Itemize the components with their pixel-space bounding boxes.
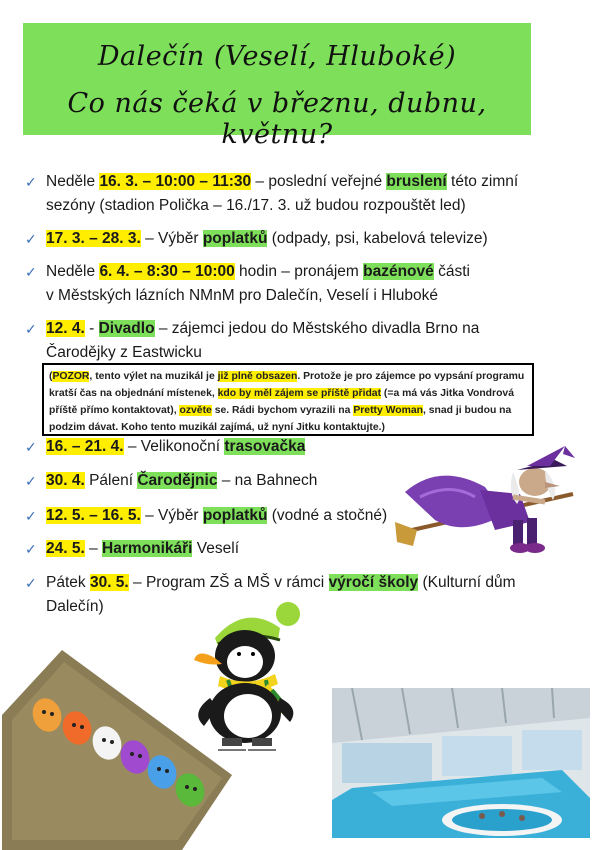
- event-date: 30. 4.: [46, 472, 85, 489]
- checkmark-icon: ✓: [25, 473, 37, 489]
- header-banner: [23, 23, 531, 150]
- checkmark-icon: ✓: [25, 575, 37, 591]
- event-date: 12. 5. – 16. 5.: [46, 507, 141, 524]
- witch-illustration: [395, 442, 580, 560]
- event-date: 16. – 21. 4.: [46, 438, 124, 455]
- event-highlight: trasovačka: [224, 438, 306, 455]
- event-text: Neděle 6. 4. – 8:30 – 10:00 hodin – pronájem bazénové části v Městských lázních NMnM pro Dalečín, Veselí i Hluboké: [46, 263, 470, 304]
- event-text: 16. – 21. 4. – Velikonoční trasovačka: [46, 438, 306, 455]
- event-text: 30. 4. Pálení Čarodějnic – na Bahnech: [46, 472, 318, 489]
- event-text: Neděle 16. 3. – 10:00 – 11:30 – poslední veřejné bruslení této zimní sezóny (stadion Polička – 16./17. 3. už budou rozpouštět led): [46, 173, 519, 214]
- checkmark-icon: ✓: [25, 264, 37, 280]
- note-box: (POZOR, tento výlet na muzikál je již plně obsazen. Protože je pro zájemce po vypsání programu kratší čas na objednání místenek, kdo by měl zájem se příště přidat (=a má vás Jitka Vondrová příště přímo kontaktovat), ozvěte se. Rádi bychom vyrazili na Pretty Woman, snad ji budou na podzim dávat. Koho tento muzikál zajímá, už nyní Jitku kontaktujte.): [42, 363, 534, 436]
- event-date: 17. 3. – 28. 3.: [46, 230, 141, 247]
- event-highlight: poplatků: [202, 230, 268, 247]
- event-text: Pátek 30. 5. – Program ZŠ a MŠ v rámci výročí školy (Kulturní dům Dalečín): [46, 574, 516, 615]
- event-highlight: Harmonikáři: [102, 540, 193, 557]
- event-date: 12. 4.: [46, 320, 85, 337]
- pool-photo: [332, 688, 590, 838]
- event-text: 17. 3. – 28. 3. – Výběr poplatků (odpady, psi, kabelová televize): [46, 230, 488, 247]
- event-highlight: bazénové: [363, 263, 434, 280]
- checkmark-icon: ✓: [25, 541, 37, 557]
- event-date: 24. 5.: [46, 540, 85, 557]
- page-subtitle: Co nás čeká v březnu, dubnu, květnu?: [67, 88, 487, 150]
- event-highlight: poplatků: [202, 507, 268, 524]
- event-text: 12. 5. – 16. 5. – Výběr poplatků (vodné a stočné): [46, 507, 388, 524]
- easter-eggs-photo: [2, 640, 232, 850]
- checkmark-icon: ✓: [25, 174, 37, 190]
- checkmark-icon: ✓: [25, 439, 37, 455]
- event-highlight: výročí školy: [328, 574, 419, 591]
- event-highlight: Čarodějnic: [137, 472, 218, 489]
- event-date: 6. 4. – 8:30 – 10:00: [99, 263, 235, 280]
- page-title: Dalečín (Veselí, Hluboké): [97, 41, 457, 72]
- checkmark-icon: ✓: [25, 321, 37, 337]
- event-highlight: Divadlo: [98, 320, 155, 337]
- checkmark-icon: ✓: [25, 231, 37, 247]
- event-text: 12. 4. - Divadlo – zájemci jedou do Městského divadla Brno na Čarodějky z Eastwicku: [46, 320, 480, 361]
- event-highlight: bruslení: [386, 173, 447, 190]
- event-date: 16. 3. – 10:00 – 11:30: [99, 173, 252, 190]
- event-date: 30. 5.: [89, 574, 129, 591]
- checkmark-icon: ✓: [25, 508, 37, 524]
- event-text: 24. 5. – Harmonikáři Veselí: [46, 540, 239, 557]
